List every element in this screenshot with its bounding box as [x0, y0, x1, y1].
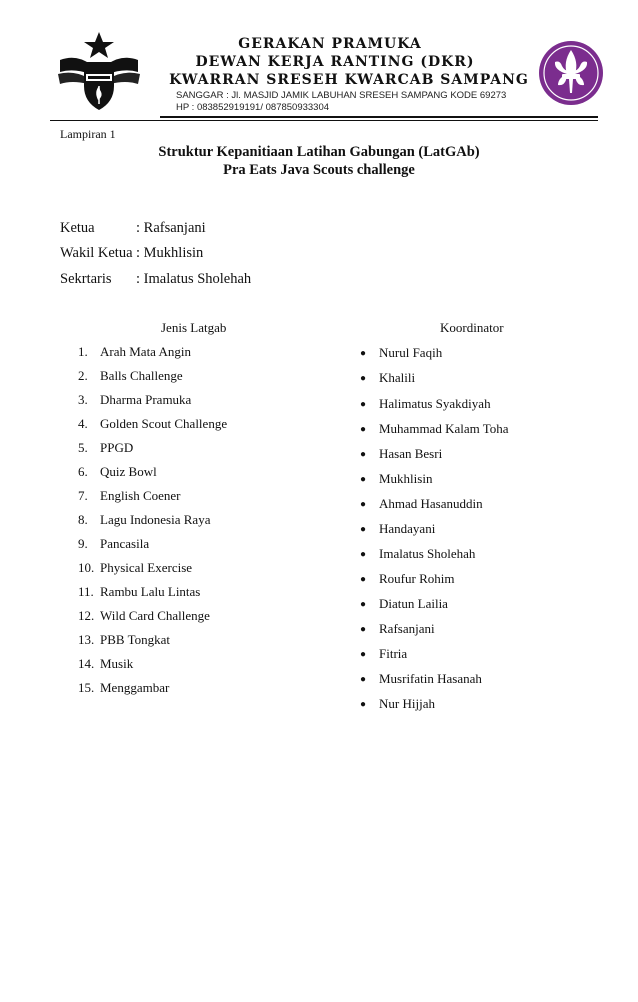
bullet-icon: ●: [360, 649, 367, 660]
item-number: 9.: [78, 536, 88, 551]
list-item: [78, 656, 133, 672]
tasks-column-header: Jenis Latgab: [161, 320, 227, 335]
bullet-icon: ●: [360, 674, 367, 685]
item-number: 7.: [78, 488, 88, 503]
item-number: 14.: [78, 656, 95, 671]
item-name: English Coener: [100, 488, 181, 503]
item-name: Menggambar: [100, 680, 170, 695]
item-name: Golden Scout Challenge: [100, 416, 228, 431]
bullet-icon: ●: [360, 399, 367, 410]
item-number: 8.: [78, 512, 88, 527]
list-item: [360, 496, 483, 512]
bullet-icon: ●: [360, 599, 367, 610]
list-item: [78, 344, 191, 360]
item-name: Rambu Lalu Lintas: [100, 584, 201, 599]
officer-label: Wakil Ketua: [60, 245, 133, 261]
list-item: [360, 521, 435, 537]
document-title: Struktur Kepanitiaan Latihan Gabungan (LatGAb): [158, 144, 480, 160]
item-number: 6.: [78, 464, 88, 479]
item-name: PPGD: [100, 440, 134, 455]
bullet-icon: ●: [360, 524, 367, 535]
bullet-icon: ●: [360, 348, 367, 359]
coordinator-name: Nurul Faqih: [379, 345, 443, 360]
coordinator-name: Nur Hijjah: [379, 696, 435, 711]
item-name: Musik: [100, 656, 134, 671]
list-item: [78, 536, 149, 552]
list-item: [78, 488, 181, 504]
item-name: Pancasila: [100, 536, 150, 551]
officer-row-chair: [60, 220, 460, 237]
list-item: [78, 392, 191, 408]
item-number: 13.: [78, 632, 95, 647]
coordinators-column-header: Koordinator: [440, 320, 504, 335]
officer-value: : Rafsanjani: [136, 220, 206, 236]
org-name-line3: KWARRAN SRESEH KWARCAB SAMPANG: [169, 72, 529, 88]
scout-fleur-de-lis-icon: [538, 40, 604, 106]
bullet-icon: ●: [360, 474, 367, 485]
bullet-icon: ●: [360, 624, 367, 635]
item-number: 5.: [78, 440, 88, 455]
list-item: [78, 416, 227, 432]
coordinator-name: Halimatus Syakdiyah: [379, 396, 491, 411]
item-name: Physical Exercise: [100, 560, 193, 575]
bullet-icon: ●: [360, 373, 367, 384]
list-item: [360, 446, 442, 462]
list-item: [78, 680, 169, 696]
bullet-icon: ●: [360, 499, 367, 510]
list-item: [78, 632, 170, 648]
item-name: Wild Card Challenge: [100, 608, 210, 623]
list-item: [78, 512, 210, 528]
list-item: [360, 596, 448, 612]
list-item: [360, 370, 415, 386]
coordinator-name: Fitria: [379, 646, 408, 661]
item-name: Balls Challenge: [100, 368, 183, 383]
officer-value: : Mukhlisin: [136, 245, 204, 261]
list-item: [78, 440, 133, 456]
list-item: [360, 571, 454, 587]
list-item: [360, 671, 482, 687]
header-rule-thick: [160, 116, 598, 118]
coordinator-name: Rafsanjani: [379, 621, 435, 636]
officer-row-secretary: [60, 271, 460, 288]
coordinator-name: Mukhlisin: [379, 471, 433, 486]
bullet-icon: ●: [360, 574, 367, 585]
bullet-icon: ●: [360, 449, 367, 460]
coordinator-name: Diatun Lailia: [379, 596, 448, 611]
list-item: [360, 696, 435, 712]
list-item: [360, 345, 442, 361]
list-item: [360, 396, 491, 412]
officer-label: Sekrtaris: [60, 271, 112, 287]
coordinator-name: Muhammad Kalam Toha: [379, 421, 509, 436]
coordinator-name: Hasan Besri: [379, 446, 443, 461]
item-number: 2.: [78, 368, 88, 383]
item-name: PBB Tongkat: [100, 632, 171, 647]
bullet-icon: ●: [360, 424, 367, 435]
coordinator-name: Ahmad Hasanuddin: [379, 496, 483, 511]
coordinator-name: Handayani: [379, 521, 436, 536]
garuda-shield-emblem-icon: [56, 30, 142, 112]
officer-label: Ketua: [60, 220, 95, 236]
list-item: [360, 646, 407, 662]
item-name: Lagu Indonesia Raya: [100, 512, 211, 527]
list-item: [78, 464, 157, 480]
list-item: [360, 546, 475, 562]
coordinator-name: Khalili: [379, 370, 416, 385]
item-name: Quiz Bowl: [100, 464, 157, 479]
item-number: 11.: [78, 584, 94, 599]
item-number: 3.: [78, 392, 88, 407]
item-number: 15.: [78, 680, 95, 695]
item-number: 4.: [78, 416, 88, 431]
officer-value: : Imalatus Sholehah: [136, 271, 252, 287]
document-subtitle: Pra Eats Java Scouts challenge: [223, 162, 415, 178]
bullet-icon: ●: [360, 549, 367, 560]
org-name-line2: DEWAN KERJA RANTING (DKR): [195, 54, 475, 70]
list-item: [360, 471, 432, 487]
phone-number: HP : 083852919191/ 087850933304: [176, 102, 330, 113]
list-item: [78, 368, 183, 384]
address: SANGGAR : Jl. MASJID JAMIK LABUHAN SRESEH SAMPANG KODE 69273: [176, 90, 507, 101]
officer-row-vice-chair: [60, 245, 460, 262]
item-number: 1.: [78, 344, 88, 359]
item-name: Dharma Pramuka: [100, 392, 192, 407]
coordinator-name: Musrifatin Hasanah: [379, 671, 482, 686]
list-item: [78, 560, 192, 576]
header-rule-thin: [50, 120, 598, 121]
list-item: [78, 584, 200, 600]
list-item: [360, 621, 435, 637]
bullet-icon: ●: [360, 699, 367, 710]
coordinator-name: Imalatus Sholehah: [379, 546, 476, 561]
org-name-line1: GERAKAN PRAMUKA: [238, 36, 422, 52]
list-item: [78, 608, 210, 624]
coordinator-name: Roufur Rohim: [379, 571, 455, 586]
attachment-label: Lampiran 1: [60, 127, 116, 141]
item-number: 12.: [78, 608, 95, 623]
list-item: [360, 421, 509, 437]
item-name: Arah Mata Angin: [100, 344, 191, 359]
item-number: 10.: [78, 560, 95, 575]
